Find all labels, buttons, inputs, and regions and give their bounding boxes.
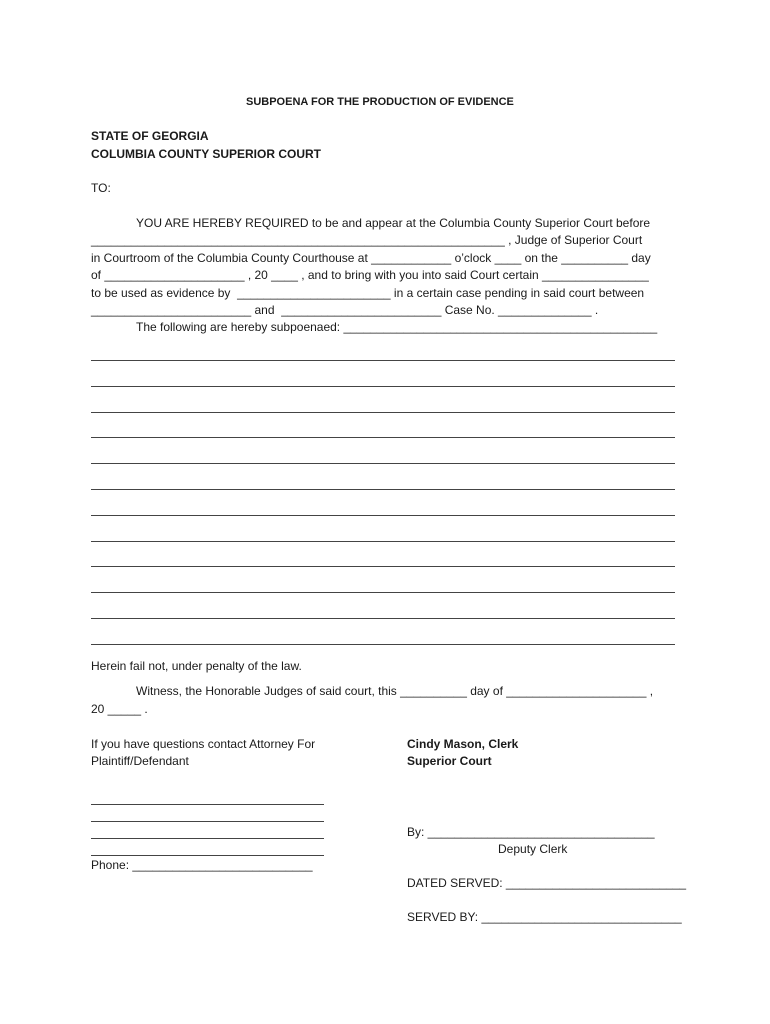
phone-line: Phone: ___________________________ — [91, 858, 313, 872]
evidence-blank-line — [91, 489, 675, 490]
court-heading: COLUMBIA COUNTY SUPERIOR COURT — [91, 147, 322, 161]
document-title: SUBPOENA FOR THE PRODUCTION OF EVIDENCE — [246, 96, 514, 108]
witness-line-1: Witness, the Honorable Judges of said court, this __________ day of _____________________ , — [136, 684, 654, 698]
evidence-blank-line — [91, 515, 675, 516]
evidence-blank-line — [91, 360, 675, 361]
dated-served-line: DATED SERVED: ___________________________ — [407, 876, 687, 890]
para1-line-3: in Courtroom of the Columbia County Courthouse at ____________ o’clock ____ on the __________ day — [91, 251, 651, 265]
evidence-blank-line — [91, 412, 675, 413]
state-heading: STATE OF GEORGIA — [91, 129, 209, 143]
clerk-name: Cindy Mason, Clerk — [407, 737, 519, 751]
evidence-blank-line — [91, 644, 675, 645]
evidence-blank-line — [91, 386, 675, 387]
contact-line-2: Plaintiff/Defendant — [91, 754, 189, 768]
by-signature-line: By: __________________________________ — [407, 825, 655, 839]
deputy-clerk-label: Deputy Clerk — [498, 842, 568, 856]
penalty-text: Herein fail not, under penalty of the law. — [91, 659, 302, 673]
to-label: TO: — [91, 181, 111, 195]
evidence-blank-line — [91, 592, 675, 593]
attorney-address-line — [91, 855, 324, 856]
attorney-address-line — [91, 821, 324, 822]
served-by-line: SERVED BY: ______________________________ — [407, 910, 682, 924]
para1-line-4: of _____________________ , 20 ____ , and to bring with you into said Court certain ________________ — [91, 268, 649, 282]
evidence-blank-line — [91, 618, 675, 619]
witness-line-2: 20 _____ . — [91, 702, 148, 716]
para1-line-1: YOU ARE HEREBY REQUIRED to be and appear at the Columbia County Superior Court before — [136, 216, 651, 230]
para1-line-6: ________________________ and ________________________ Case No. ______________ . — [91, 303, 599, 317]
evidence-blank-line — [91, 566, 675, 567]
evidence-blank-line — [91, 437, 675, 438]
attorney-address-line — [91, 838, 324, 839]
evidence-blank-line — [91, 541, 675, 542]
contact-line-1: If you have questions contact Attorney For — [91, 737, 316, 751]
para1-line-2: ______________________________________________________________ , Judge of Superior Court — [91, 233, 643, 247]
para1-line-5: to be used as evidence by _______________________ in a certain case pending in said court between — [91, 286, 645, 300]
clerk-title: Superior Court — [407, 754, 492, 768]
evidence-blank-line — [91, 463, 675, 464]
attorney-address-line — [91, 804, 324, 805]
subpoenaed-line: The following are hereby subpoenaed: _______________________________________________ — [136, 320, 658, 334]
